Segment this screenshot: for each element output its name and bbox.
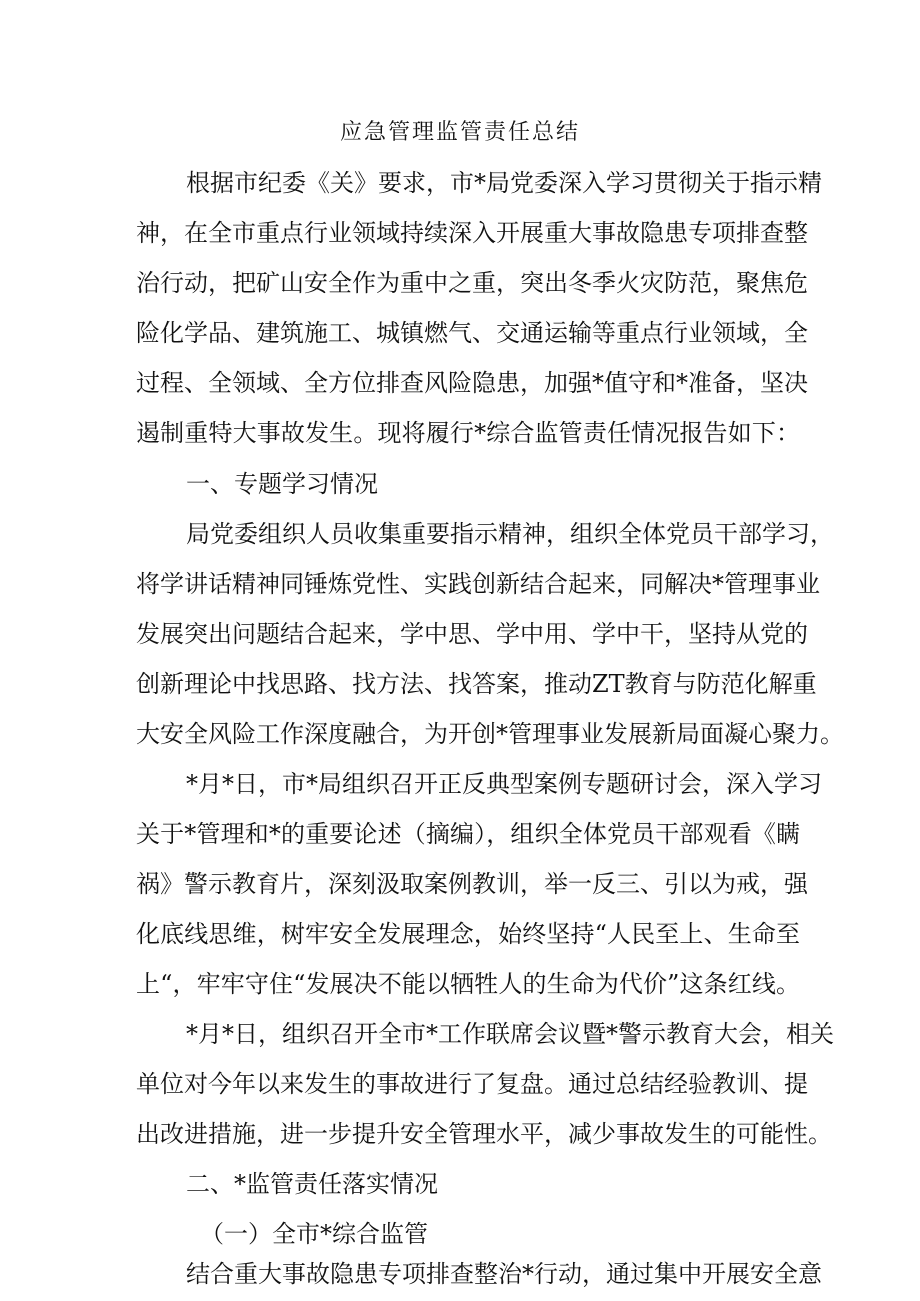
paragraph-line: 过程、全领域、全方位排查风险隐患，加强*值守和*准备，坚决: [136, 369, 808, 397]
paragraph-line: 化底线思维，树牢安全发展理念，始终坚持“人民至上、生命至: [136, 920, 800, 948]
paragraph-line: *月*日，市*局组织召开正反典型案例专题研讨会，深入学习: [186, 770, 822, 798]
paragraph-line: 发展突出问题结合起来，学中思、学中用、学中干，坚持从党的: [136, 620, 808, 648]
paragraph-line: 单位对今年以来发生的事故进行了复盘。通过总结经验教训、提: [136, 1070, 808, 1098]
paragraph-line: 出改进措施，进一步提升安全管理水平，减少事故发生的可能性。: [136, 1120, 832, 1148]
paragraph-line: 创新理论中找思路、找方法、找答案，推动ZT教育与防范化解重: [136, 670, 817, 698]
paragraph-line: *月*日，组织召开全市*工作联席会议暨*警示教育大会，相关: [186, 1020, 834, 1048]
paragraph-line: 大安全风险工作深度融合，为开创*管理事业发展新局面凝心聚力。: [136, 720, 844, 748]
paragraph-line: 局党委组织人员收集重要指示精神，组织全体党员干部学习，: [186, 520, 834, 548]
paragraph-line: 根据市纪委《关》要求，市*局党委深入学习贯彻关于指示精: [186, 169, 822, 197]
paragraph-line: 上“，牢牢守住“发展决不能以牺牲人的生命为代价”这条红线。: [136, 970, 800, 998]
paragraph-line: 治行动，把矿山安全作为重中之重，突出冬季火灾防范，聚焦危: [136, 269, 808, 297]
paragraph-line: 关于*管理和*的重要论述（摘编），组织全体党员干部观看《瞒: [136, 820, 800, 848]
paragraph-line: 险化学品、建筑施工、城镇燃气、交通运输等重点行业领域，全: [136, 319, 808, 347]
paragraph-line: 遏制重特大事故发生。现将履行*综合监管责任情况报告如下：: [136, 419, 800, 447]
paragraph-line: 将学讲话精神同锤炼党性、实践创新结合起来，同解决*管理事业: [136, 570, 820, 598]
paragraph-line: 祸》警示教育片，深刻汲取案例教训，举一反三、引以为戒，强: [136, 870, 808, 898]
subsection-heading: （一）全市*综合监管: [200, 1220, 428, 1248]
document-title: 应急管理监管责任总结: [339, 120, 580, 145]
section-heading: 一、专题学习情况: [186, 470, 378, 498]
paragraph-line: 神，在全市重点行业领域持续深入开展重大事故隐患专项排查整: [136, 219, 808, 247]
paragraph-line: 结合重大事故隐患专项排查整治*行动，通过集中开展安全意: [186, 1260, 822, 1288]
section-heading: 二、*监管责任落实情况: [186, 1170, 438, 1198]
